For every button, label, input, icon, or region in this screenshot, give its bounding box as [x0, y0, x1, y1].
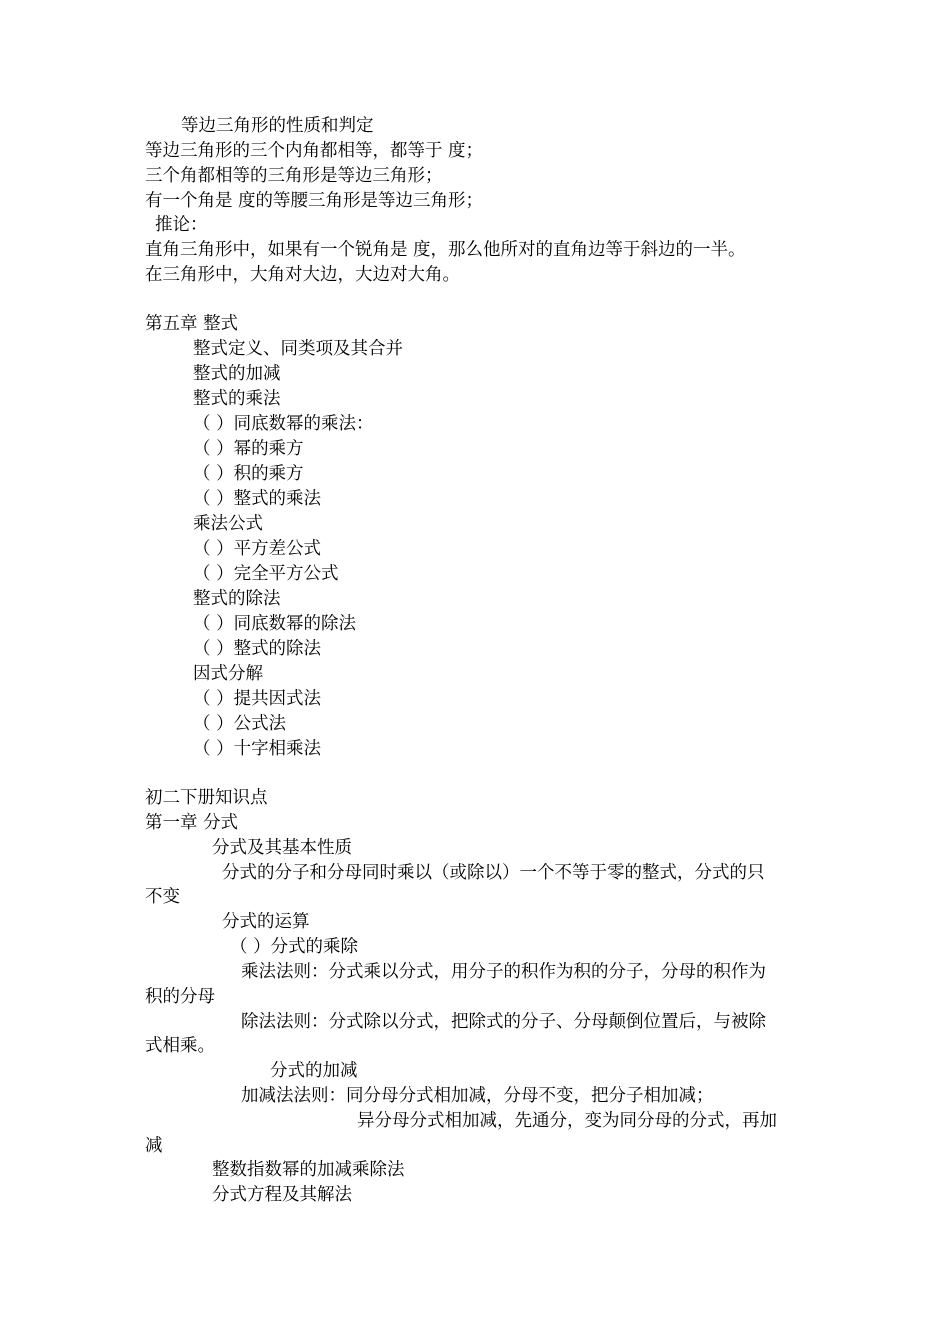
chapter-1-title: 第一章 分式: [145, 813, 239, 833]
corollary-line-2: 在三角形中，大角对大边，大边对大角。: [145, 265, 460, 285]
fraction-subtopic: 分式的加减: [270, 1061, 358, 1081]
fraction-topic: 分式及其基本性质: [212, 838, 352, 858]
chapter-5-subitem: （ ）提共因式法: [193, 689, 322, 709]
chapter-5-subitem: （ ）积的乘方: [193, 464, 304, 484]
property-line-2: 三个角都相等的三角形是等边三角形；: [145, 166, 443, 186]
chapter-5-subitem: （ ）整式的除法: [193, 639, 322, 659]
chapter-5-subitem: （ ）幂的乘方: [193, 439, 304, 459]
chapter-5-subitem: （ ）十字相乘法: [193, 739, 322, 759]
fraction-text: 不变: [145, 887, 180, 907]
corollary-line-1: 直角三角形中，如果有一个锐角是 度，那么他所对的直角边等于斜边的一半。: [145, 240, 746, 260]
chapter-5-item: 整式定义、同类项及其合并: [193, 339, 403, 359]
section-title-grade8-book2: 初二下册知识点: [145, 788, 268, 808]
fraction-text: 分式的分子和分母同时乘以（或除以）一个不等于零的整式，分式的只: [222, 863, 765, 883]
chapter-5-subitem: （ ）完全平方公式: [193, 564, 339, 584]
fraction-rule: 减: [145, 1136, 163, 1156]
fraction-rule: 异分母分式相加减，先通分，变为同分母的分式，再加: [357, 1111, 777, 1131]
chapter-5-item: 整式的除法: [193, 589, 281, 609]
fraction-rule: 加减法法则：同分母分式相加减，分母不变，把分子相加减；: [241, 1086, 714, 1106]
fraction-topic: 分式方程及其解法: [212, 1185, 352, 1205]
fraction-subtopic: （ ）分式的乘除: [230, 937, 359, 957]
corollary-label: 推论：: [155, 215, 208, 235]
chapter-5-subitem: （ ）同底数幂的除法: [193, 614, 357, 634]
chapter-5-item: 整式的乘法: [193, 389, 281, 409]
fraction-topic: 分式的运算: [222, 912, 310, 932]
chapter-5-subitem: （ ）同底数幂的乘法：: [193, 414, 374, 434]
chapter-5-title: 第五章 整式: [145, 314, 239, 334]
chapter-5-item: 乘法公式: [193, 514, 263, 534]
property-line-3: 有一个角是 度的等腰三角形是等边三角形；: [145, 191, 484, 211]
chapter-5-subitem: （ ）平方差公式: [193, 539, 322, 559]
fraction-rule: 积的分母: [145, 987, 215, 1007]
chapter-5-item: 整式的加减: [193, 364, 281, 384]
chapter-5-item: 因式分解: [193, 664, 263, 684]
fraction-topic: 整数指数幂的加减乘除法: [212, 1160, 405, 1180]
chapter-5-subitem: （ ）整式的乘法: [193, 489, 322, 509]
fraction-rule: 式相乘。: [145, 1036, 215, 1056]
property-line-1: 等边三角形的三个内角都相等，都等于 度；: [145, 141, 484, 161]
fraction-rule: 除法法则：分式除以分式，把除式的分子、分母颠倒位置后，与被除: [241, 1012, 766, 1032]
fraction-rule: 乘法法则：分式乘以分式，用分子的积作为积的分子，分母的积作为: [241, 962, 766, 982]
chapter-5-subitem: （ ）公式法: [193, 714, 287, 734]
section-heading-equilateral-triangle: 等边三角形的性质和判定: [181, 116, 374, 136]
